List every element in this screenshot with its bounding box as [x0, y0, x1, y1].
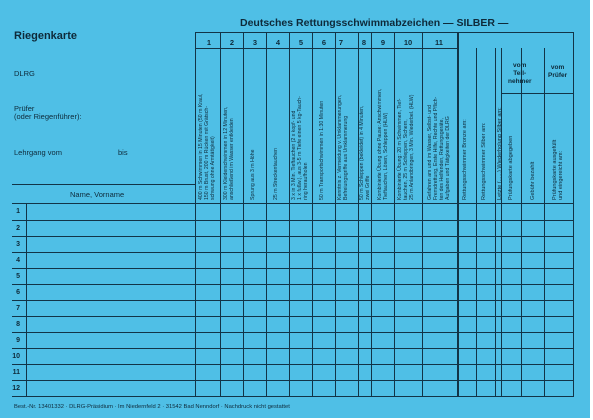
side-column-description: Rettungsschwimmer Silber am: — [481, 122, 487, 200]
side-column-description: Gebühr bezahlt — [530, 161, 536, 200]
col-divider — [358, 32, 359, 397]
row-line — [12, 364, 573, 365]
column-description: 50 m Transportschwimmen in 1:30 Minuten — [319, 100, 325, 200]
row-line — [12, 268, 573, 269]
table-header-bottom-line — [12, 203, 573, 204]
dlrg-label: DLRG — [14, 69, 35, 78]
column-description: Gefahren am und im Wasser, Selbst- und Fremdrettung, Erste Hilfe, Rechte und Pflich- ten des Helfenden, Rettungsgeräte, Aufgaben und Tätigkeiten der DLRG — [427, 96, 451, 200]
side-column-description: Prüfungskarte abgegeben — [508, 135, 514, 200]
column-description: Kenntnis z. Vermeidung v. Umklammerungen, Befreiungsgriffe aus Umklammerung — [337, 94, 349, 200]
col-number: 1 — [206, 38, 212, 47]
row-number: 2 — [16, 225, 20, 232]
row-line — [12, 380, 573, 381]
column-description: 3 x in 3 Min. Tieftauchen (2 x kopf- und 1 x fußw.), aus 3-5 m Tiefe einen 5 kg-Tauch- ring heraufholen — [291, 96, 309, 200]
col-divider — [243, 32, 244, 397]
col-number: 10 — [403, 38, 413, 47]
col-number: 11 — [435, 38, 443, 47]
row-line — [12, 348, 573, 349]
col-divider — [220, 32, 221, 397]
col-number: 3 — [252, 38, 258, 47]
col-number: 5 — [298, 38, 304, 47]
group-teilnehmer: vom Teil- nehmer — [508, 62, 532, 85]
row-number: 6 — [16, 289, 20, 296]
row-number: 12 — [12, 385, 20, 392]
col-number: 7 — [338, 38, 344, 47]
row-line — [12, 220, 573, 221]
name-column-divider — [195, 32, 196, 397]
column-number-line — [195, 48, 457, 49]
row-number: 4 — [16, 257, 20, 264]
name-header: Name, Vorname — [70, 190, 125, 199]
col-number: 4 — [275, 38, 281, 47]
column-description: 50 m Schleppen (bekleidet) in 4 Minuten, zwei Griffe — [359, 105, 371, 200]
column-description: Kombinierte Übung ohne Pause: Anschwimmen, Tieftauchen, Lösen, Schleppen (HLW) — [377, 88, 389, 200]
right-border — [573, 32, 574, 397]
col-number: 2 — [229, 38, 235, 47]
column-description: 300 m Kleiderschwimmen in 12 Minuten, anschließend im Wasser entkleiden — [223, 106, 235, 200]
pruefer-sub-label: (oder Riegenführer): — [14, 112, 82, 121]
bis-label: bis — [118, 148, 128, 157]
col-number: 6 — [321, 38, 327, 47]
row-number: 1 — [16, 208, 20, 215]
column-description: 400 m Schwimmen in 15 Minuten (50 m Kraul, 150 m Brust, 200 m Rücken mit Grätsch- schwung ohne Armtätigkeit) — [198, 93, 216, 200]
col-divider — [544, 48, 545, 397]
col-divider — [266, 32, 267, 397]
col-divider — [495, 48, 496, 397]
column-description: 25 m Streckentauchen — [273, 148, 279, 200]
name-header-top-line — [12, 184, 195, 185]
side-column-description: Rettungsschwimmer Bronze am: — [462, 119, 468, 200]
row-line — [12, 252, 573, 253]
column-description: Sprung aus 3 m Höhe — [250, 149, 256, 200]
row-number: 9 — [16, 337, 20, 344]
card-title: Riegenkarte — [14, 30, 77, 42]
lehrgang-label: Lehrgang vom — [14, 148, 62, 157]
row-number-divider — [26, 203, 27, 397]
col-divider — [521, 48, 522, 397]
col-divider — [422, 32, 423, 397]
pruefer-label: Prüfer — [14, 104, 35, 113]
col-divider — [476, 48, 477, 397]
column-description: Kombinierte Übung: 20 m Schwimmen, Tief- tauchen, 25 m Schleppen, Sichern, 25 m Anlandbringen, 3 Min. Wiederbel. (HLW) — [397, 94, 415, 200]
row-line — [12, 332, 573, 333]
heading-underline — [195, 32, 573, 33]
row-number: 5 — [16, 273, 20, 280]
row-number: 11 — [12, 369, 20, 376]
row-number: 10 — [12, 353, 20, 360]
col-divider — [371, 32, 372, 397]
group-header-line — [501, 93, 573, 94]
badge-heading: Deutsches Rettungsschwimmabzeichen — SILBER — — [240, 17, 509, 29]
group-pruefer: vom Prüfer — [548, 64, 568, 79]
row-number: 7 — [16, 305, 20, 312]
col-divider — [312, 32, 313, 397]
section-divider — [457, 32, 459, 397]
col-divider — [335, 32, 336, 397]
side-column-description: Letzte (......) Wiederholung Silber am: — [497, 107, 503, 200]
row-number: 3 — [16, 241, 20, 248]
side-column-description: Prüfungskarte ausgefüllt und eingereicht am: — [552, 139, 564, 200]
footer-order-info: Best.-Nr. 13401332 · DLRG-Präsidium · Im Niedernfeld 2 · 31542 Bad Nenndorf · Nachdruck nicht gestattet — [14, 404, 290, 410]
col-divider — [501, 48, 502, 397]
col-divider — [394, 32, 395, 397]
row-line — [12, 236, 573, 237]
row-number: 8 — [16, 321, 20, 328]
row-line — [12, 316, 573, 317]
col-divider — [289, 32, 290, 397]
row-line — [12, 396, 573, 397]
col-number: 9 — [380, 38, 386, 47]
row-line — [12, 300, 573, 301]
col-number: 8 — [361, 38, 367, 47]
row-line — [12, 284, 573, 285]
